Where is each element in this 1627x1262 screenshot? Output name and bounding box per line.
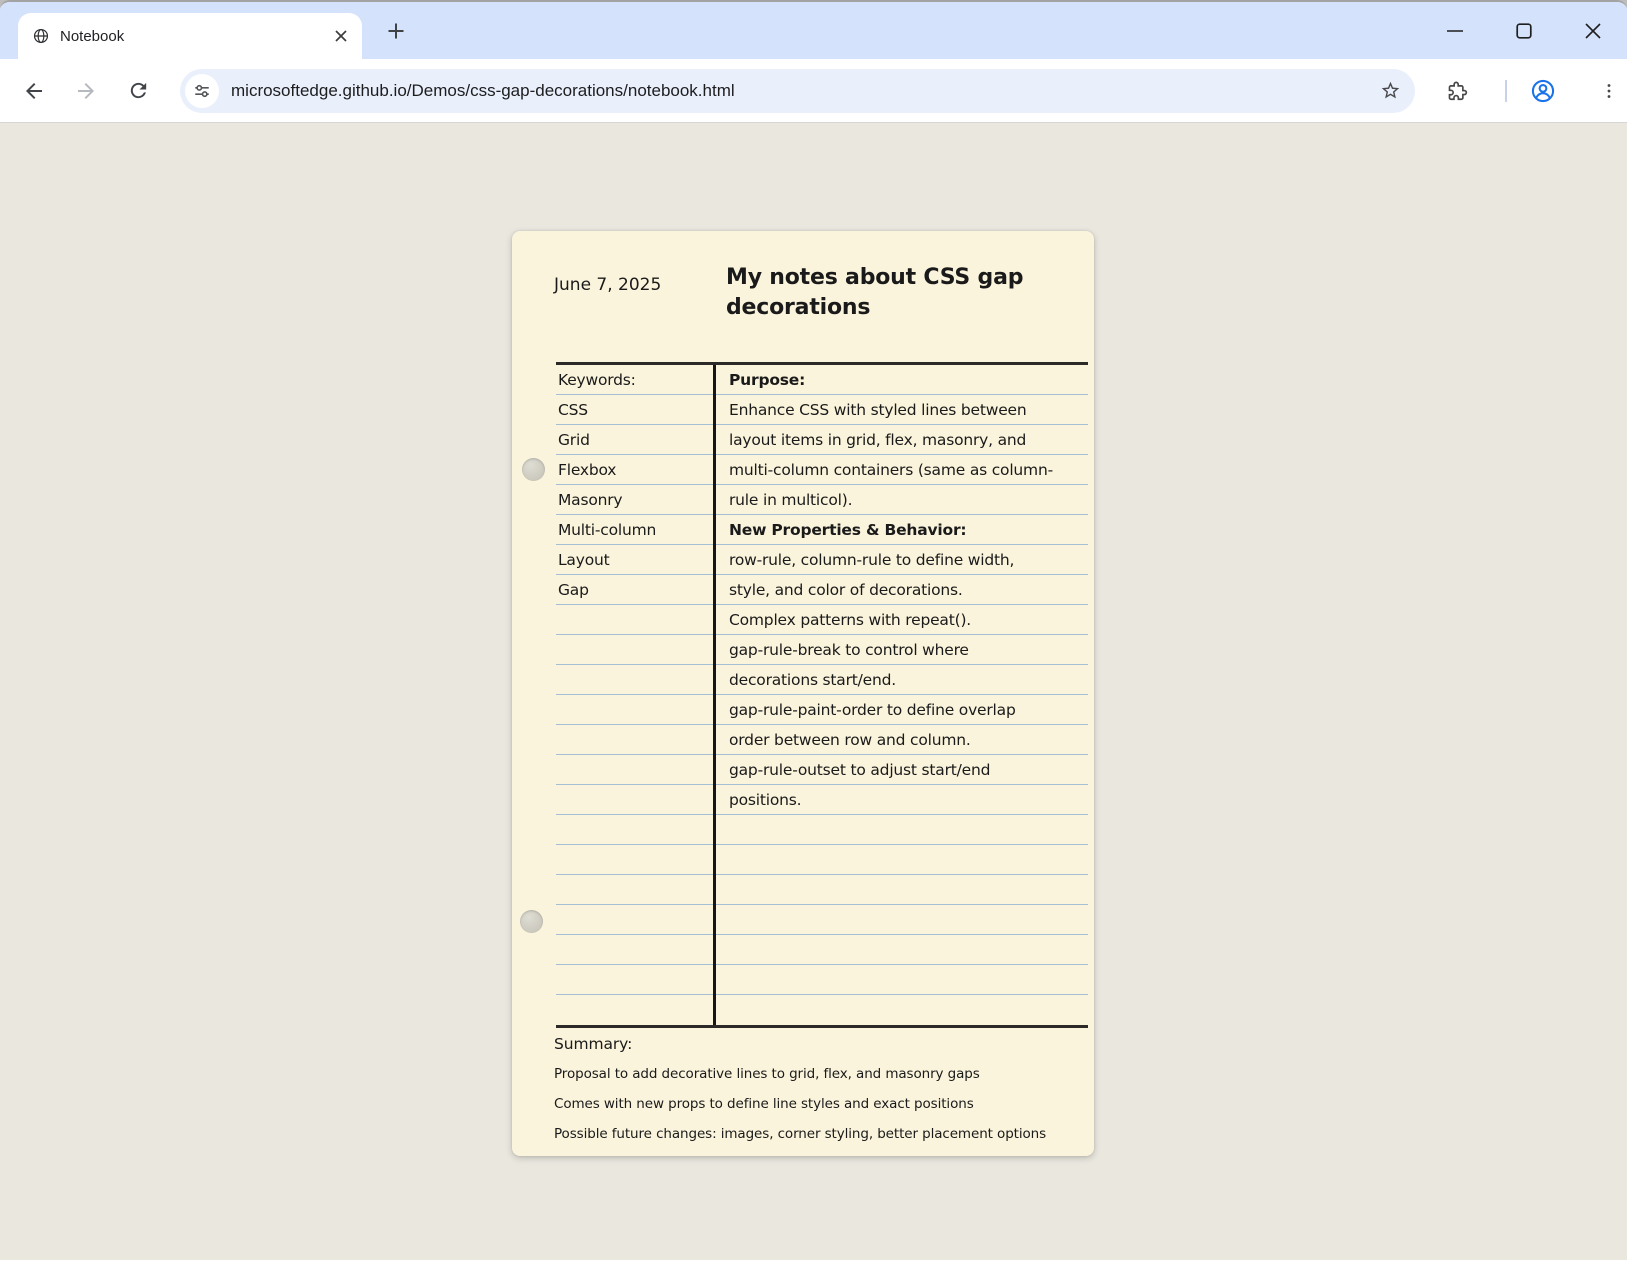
note-row: row-rule, column-rule to define width,: [716, 545, 1088, 575]
keyword-row: CSS: [556, 395, 713, 425]
keywords-column: [556, 365, 713, 1025]
note-row: [716, 935, 1088, 965]
note-row: gap-rule-paint-order to define overlap: [716, 695, 1088, 725]
close-window-button[interactable]: [1558, 2, 1627, 59]
keyword-row: [556, 965, 713, 995]
note-row: positions.: [716, 785, 1088, 815]
summary-line: Possible future changes: images, corner styling, better placement options: [554, 1126, 1047, 1142]
browser-toolbar: [0, 59, 1627, 123]
forward-button[interactable]: [66, 71, 106, 111]
note-row: gap-rule-outset to adjust start/end: [716, 755, 1088, 785]
tab-strip: [0, 2, 1627, 59]
note-row: [716, 995, 1088, 1025]
reload-button[interactable]: [118, 71, 158, 111]
note-row: multi-column containers (same as column-: [716, 455, 1088, 485]
keyword-row: Gap: [556, 575, 713, 605]
tab-title: Notebook: [60, 27, 125, 45]
maximize-button[interactable]: [1489, 2, 1558, 59]
window-controls: [1420, 2, 1627, 59]
tab-close-icon[interactable]: [330, 25, 352, 47]
summary-section: [554, 1029, 1074, 1149]
keyword-row: [556, 875, 713, 905]
keyword-row: Flexbox: [556, 455, 713, 485]
note-row: decorations start/end.: [716, 665, 1088, 695]
new-tab-button[interactable]: [378, 13, 414, 49]
bookmark-star-icon[interactable]: [1373, 74, 1407, 108]
profile-icon[interactable]: [1523, 71, 1563, 111]
minimize-button[interactable]: [1420, 2, 1489, 59]
extensions-icon[interactable]: [1437, 71, 1477, 111]
note-row: layout items in grid, flex, masonry, and: [716, 425, 1088, 455]
summary-label: Summary:: [554, 1035, 633, 1053]
url-text[interactable]: microsoftedge.github.io/Demos/css-gap-decorations/notebook.html: [231, 80, 735, 100]
note-row: Complex patterns with repeat().: [716, 605, 1088, 635]
globe-favicon-icon: [32, 27, 50, 45]
keyword-row: Grid: [556, 425, 713, 455]
note-row: [716, 875, 1088, 905]
keyword-row: [556, 785, 713, 815]
keyword-row: [556, 635, 713, 665]
keyword-row: Layout: [556, 545, 713, 575]
summary-line: Proposal to add decorative lines to grid, flex, and masonry gaps: [554, 1066, 980, 1082]
keyword-row: Masonry: [556, 485, 713, 515]
note-row: Enhance CSS with styled lines between: [716, 395, 1088, 425]
notes-column: [716, 365, 1088, 1025]
hole-punch: [520, 910, 543, 933]
note-date: June 7, 2025: [554, 275, 662, 295]
tab-notebook[interactable]: [18, 13, 362, 59]
note-row: Purpose:: [716, 365, 1088, 395]
keyword-row: [556, 815, 713, 845]
note-row: [716, 905, 1088, 935]
page-title: My notes about CSS gap decorations: [726, 265, 1024, 320]
hole-punch: [522, 458, 545, 481]
page-viewport: [0, 123, 1627, 1260]
note-row: gap-rule-break to control where: [716, 635, 1088, 665]
menu-kebab-icon[interactable]: [1589, 71, 1627, 111]
toolbar-separator: [1505, 80, 1507, 102]
notebook-card: [512, 231, 1094, 1156]
url-bar[interactable]: [180, 69, 1415, 113]
keyword-row: [556, 935, 713, 965]
keyword-row: [556, 995, 713, 1025]
note-row: [716, 815, 1088, 845]
notes-table: [556, 362, 1088, 1028]
summary-line: Comes with new props to define line styles and exact positions: [554, 1096, 974, 1112]
back-button[interactable]: [14, 71, 54, 111]
keyword-row: Keywords:: [556, 365, 713, 395]
keyword-row: [556, 695, 713, 725]
note-row: style, and color of decorations.: [716, 575, 1088, 605]
keyword-row: [556, 905, 713, 935]
keyword-row: Multi-column: [556, 515, 713, 545]
keyword-row: [556, 605, 713, 635]
note-row: New Properties & Behavior:: [716, 515, 1088, 545]
keyword-row: [556, 725, 713, 755]
note-row: [716, 965, 1088, 995]
keyword-row: [556, 755, 713, 785]
note-row: [716, 845, 1088, 875]
keyword-row: [556, 665, 713, 695]
site-settings-icon[interactable]: [185, 74, 219, 108]
keyword-row: [556, 845, 713, 875]
note-row: rule in multicol).: [716, 485, 1088, 515]
note-row: order between row and column.: [716, 725, 1088, 755]
